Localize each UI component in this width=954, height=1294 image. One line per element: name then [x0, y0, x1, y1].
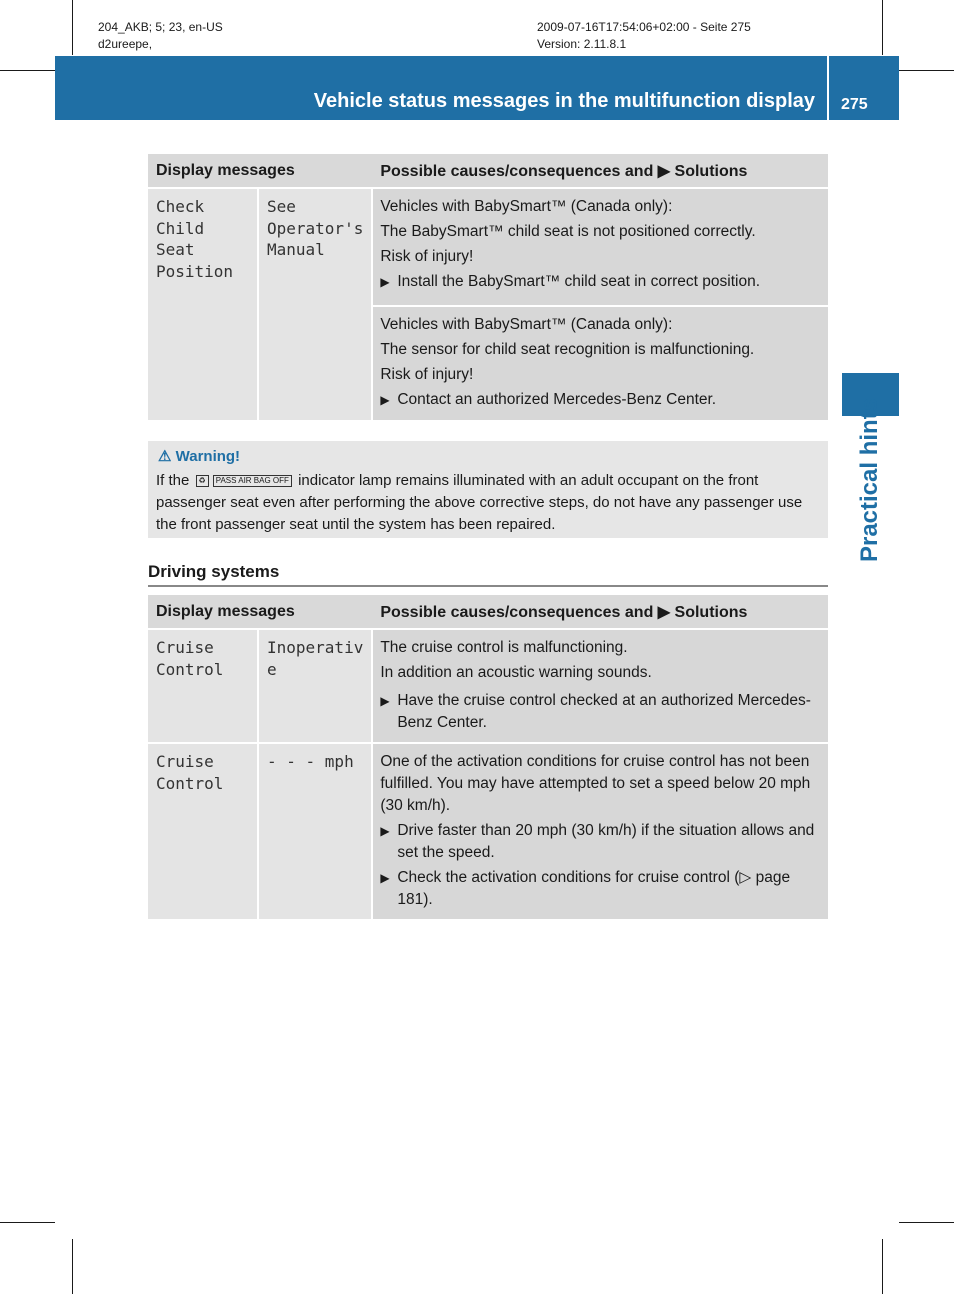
- display-message-text: Check Child Seat Position: [156, 197, 234, 281]
- display-message-text: Cruise Control: [156, 638, 224, 679]
- warning-text-before: If the: [156, 472, 190, 489]
- display-message-text-2: See Operator's Manual: [267, 197, 364, 259]
- cause-line: Risk of injury!: [380, 248, 474, 265]
- print-meta-right: [537, 19, 751, 53]
- meta-right-line2: Version: 2.11.8.1: [537, 37, 627, 51]
- causes-cell: [372, 629, 828, 743]
- solution-step: [380, 271, 821, 293]
- seat-occupant-icon: ♻: [196, 475, 209, 487]
- crop-mark: [0, 70, 55, 71]
- step-arrow-icon: ▶: [380, 824, 390, 838]
- page-number-band: [829, 56, 899, 120]
- cause-line: Vehicles with BabySmart™ (Canada only):: [380, 316, 673, 333]
- display-message-text-2: - - - mph: [267, 752, 354, 771]
- section-heading: Driving systems: [148, 562, 280, 581]
- cause-line: The sensor for child seat recognition is malfunctioning.: [380, 341, 755, 358]
- solution-step-text: Have the cruise control checked at an authorized Mercedes-Benz Center.: [397, 692, 811, 731]
- solution-step: [380, 389, 821, 411]
- section-divider: [148, 585, 828, 587]
- print-meta-left: [98, 19, 223, 53]
- display-message-cell-2: [258, 743, 372, 919]
- column-header-causes-solutions: Possible causes/consequences and ▶ Solutions: [372, 154, 828, 188]
- airbag-off-lamp-icon: PASS AIR BAG OFF: [213, 475, 292, 487]
- warning-heading: [158, 447, 240, 465]
- cause-line: The cruise control is malfunctioning.: [380, 639, 628, 656]
- solution-step-text: Contact an authorized Mercedes-Benz Center.: [397, 391, 717, 408]
- crop-mark: [72, 0, 73, 55]
- crop-mark: [72, 1239, 73, 1294]
- column-header-display-messages: Display messages: [148, 595, 372, 629]
- table-row: [148, 743, 828, 919]
- warning-text-after: indicator lamp remains illuminated with an adult occupant on the front passenger seat even after performing the above corrective steps, do not have any passenger use the front passenger seat until the system has been repaired.: [156, 472, 803, 533]
- crop-mark: [882, 1239, 883, 1294]
- step-arrow-icon: ▶: [380, 393, 390, 407]
- solution-step: [380, 690, 821, 734]
- display-message-cell: [148, 743, 258, 919]
- table-row: [148, 629, 828, 743]
- crop-mark: [899, 1222, 954, 1223]
- display-message-cell: [148, 188, 258, 420]
- cause-line: Risk of injury!: [380, 366, 474, 383]
- table-header-row: [148, 595, 828, 629]
- warning-box: [148, 441, 828, 538]
- display-message-text-2: Inoperativ e: [267, 638, 364, 679]
- solution-step-text: Check the activation conditions for cruise control (▷ page 181).: [397, 869, 791, 908]
- cause-line: Vehicles with BabySmart™ (Canada only):: [380, 198, 673, 215]
- meta-right-line1: 2009-07-16T17:54:06+02:00 - Seite 275: [537, 20, 751, 34]
- header-band: [55, 56, 827, 120]
- step-arrow-icon: ▶: [380, 275, 390, 289]
- cause-line: One of the activation conditions for cruise control has not been fulfilled. You may have attempted to set a speed below 20 mph (30 km/h).: [380, 753, 811, 814]
- step-arrow-icon: ▶: [380, 694, 390, 708]
- table-header-row: [148, 154, 828, 188]
- display-message-cell-2: [258, 629, 372, 743]
- warning-title: Warning!: [175, 448, 241, 465]
- page-number: 275: [841, 96, 868, 113]
- causes-cell: [372, 306, 828, 420]
- meta-left-line2: d2ureepe,: [98, 37, 153, 51]
- warning-body: [156, 470, 822, 536]
- solution-step-text: Install the BabySmart™ child seat in correct position.: [397, 273, 761, 290]
- causes-cell: [372, 188, 828, 306]
- display-message-cell: [148, 629, 258, 743]
- display-messages-table-1: [148, 154, 828, 420]
- solution-step: [380, 820, 821, 864]
- meta-left-line1: 204_AKB; 5; 23, en-US: [98, 20, 223, 34]
- column-header-display-messages: Display messages: [148, 154, 372, 188]
- warning-triangle-icon: ⚠: [158, 448, 172, 465]
- causes-cell: [372, 743, 828, 919]
- display-message-text: Cruise Control: [156, 752, 224, 793]
- table-row: [148, 188, 828, 306]
- crop-mark: [0, 1222, 55, 1223]
- solution-step-text: Drive faster than 20 mph (30 km/h) if the situation allows and set the speed.: [397, 822, 815, 861]
- crop-mark: [899, 70, 954, 71]
- cause-line: In addition an acoustic warning sounds.: [380, 664, 652, 681]
- solution-step: [380, 867, 821, 911]
- column-header-causes-solutions: Possible causes/consequences and ▶ Solutions: [372, 595, 828, 629]
- section-tab-label: Practical hints: [856, 397, 883, 563]
- display-messages-table-2: [148, 595, 828, 919]
- display-message-cell-2: [258, 188, 372, 420]
- step-arrow-icon: ▶: [380, 871, 390, 885]
- crop-mark: [882, 0, 883, 55]
- cause-line: The BabySmart™ child seat is not positioned correctly.: [380, 223, 756, 240]
- page-title: Vehicle status messages in the multifunction display: [313, 90, 815, 112]
